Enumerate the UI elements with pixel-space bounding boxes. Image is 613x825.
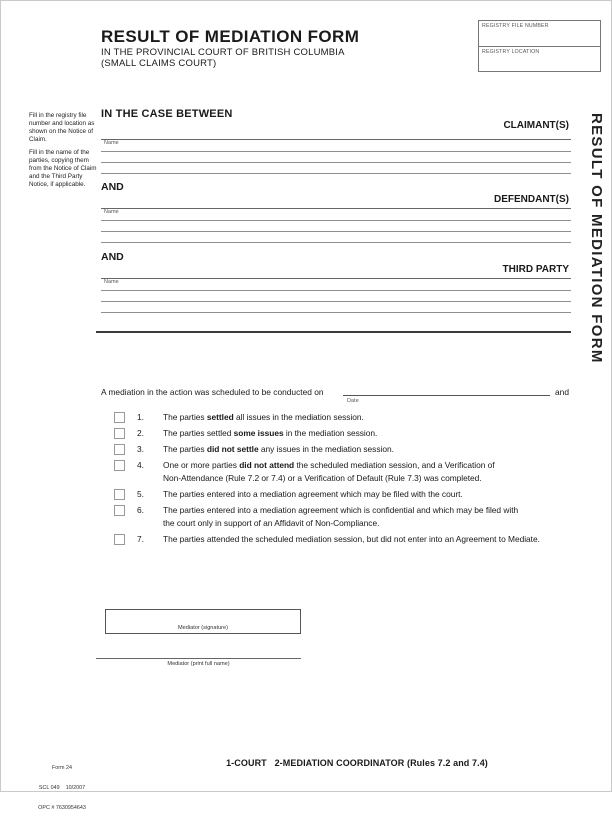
checklist-item-6 [101,504,575,530]
item-6-number: 6. [137,505,144,515]
checkbox-item-1[interactable] [114,412,125,423]
footer-opc-number: OPC # 7630954643 [38,804,86,811]
mediator-signature-caption: Mediator (signature) [177,625,229,631]
item-3-text: The parties did not settle any issues in the mediation session. [163,444,394,454]
registry-file-number-field[interactable] [479,21,600,46]
item-7-text: The parties attended the scheduled mediation session, but did not enter into an Agreement to Mediate. [163,534,540,544]
checklist-item-2 [101,427,575,440]
margin-note-registry: Fill in the registry file number and location as shown on the Notice of Claim. [29,112,95,143]
mediator-print-name-line[interactable] [96,658,301,659]
item-6-text: The parties entered into a mediation agreement which is confidential and which may be filed with the court only in support of an Affidavit of Non-Compliance. [163,505,519,528]
mediator-print-name-caption: Mediator (print full name) [167,661,230,667]
margin-note-parties: Fill in the name of the parties, copying them from the Notice of Claim and the Third Party Notice, if applicable. [29,149,97,188]
claimant-line-4[interactable] [101,173,571,174]
checkbox-item-2[interactable] [114,428,125,439]
third-party-line-2[interactable] [101,290,571,291]
item-7-number: 7. [137,534,144,544]
case-heading: IN THE CASE BETWEEN [101,108,233,120]
footer-distribution: 1-COURT 2-MEDIATION COORDINATOR (Rules 7.2 and 7.4) [226,758,488,768]
registry-file-number-label: REGISTRY FILE NUMBER [482,23,549,29]
and-separator-2: AND [101,251,124,263]
item-1-number: 1. [137,412,144,422]
third-party-name-caption: Name [104,279,119,285]
registry-location-field[interactable] [479,46,600,71]
and-separator-1: AND [101,181,124,193]
vertical-form-title: RESULT OF MEDIATION FORM [588,113,605,364]
item-5-number: 5. [137,489,144,499]
checklist-item-4 [101,459,575,485]
item-3-number: 3. [137,444,144,454]
page-subtitle-division: (SMALL CLAIMS COURT) [101,58,217,69]
registry-box [478,20,601,72]
checklist-item-1 [101,411,575,424]
checklist-item-5 [101,488,575,501]
section-divider [96,331,571,333]
third-party-line-4[interactable] [101,312,571,313]
item-2-number: 2. [137,428,144,438]
defendant-role-label: DEFENDANT(S) [494,194,569,205]
item-1-text: The parties settled all issues in the mediation session. [163,412,364,422]
date-field[interactable] [343,379,550,396]
defendant-line-3[interactable] [101,231,571,232]
footer-form-info [28,752,96,825]
checkbox-item-3[interactable] [114,444,125,455]
third-party-name-line[interactable] [101,278,571,279]
claimant-name-line[interactable] [101,139,571,140]
mediator-signature-field[interactable] [105,609,301,634]
checkbox-item-4[interactable] [114,460,125,471]
date-caption: Date [347,398,359,404]
checklist-item-3 [101,443,575,456]
third-party-line-3[interactable] [101,301,571,302]
checkbox-item-7[interactable] [114,534,125,545]
claimant-line-2[interactable] [101,151,571,152]
footer-form-code: SCL 049 10/2007 [38,784,86,791]
page-title: RESULT OF MEDIATION FORM [101,27,360,46]
registry-location-label: REGISTRY LOCATION [482,49,540,55]
footer-form-number: Form 24 [51,765,73,772]
item-5-text: The parties entered into a mediation agreement which may be filed with the court. [163,489,463,499]
defendant-name-caption: Name [104,209,119,215]
third-party-role-label: THIRD PARTY [502,264,569,275]
defendant-name-line[interactable] [101,208,571,209]
defendant-line-2[interactable] [101,220,571,221]
mediation-intro-suffix: and [555,387,569,397]
claimant-name-caption: Name [104,140,119,146]
claimant-role-label: CLAIMANT(S) [503,120,569,131]
item-2-text: The parties settled some issues in the mediation session. [163,428,378,438]
checkbox-item-6[interactable] [114,505,125,516]
checklist-item-7 [101,533,575,546]
item-4-number: 4. [137,460,144,470]
page-subtitle-court: IN THE PROVINCIAL COURT OF BRITISH COLUMBIA [101,47,345,58]
claimant-line-3[interactable] [101,162,571,163]
mediation-intro-text: A mediation in the action was scheduled to be conducted on [101,387,324,397]
item-4-text: One or more parties did not attend the scheduled mediation session, and a Verification of Non-Attendance (Rule 7.2 or 7.4) or a Verification of Default (Rule 7.3) was completed. [163,460,495,483]
defendant-line-4[interactable] [101,242,571,243]
checkbox-item-5[interactable] [114,489,125,500]
